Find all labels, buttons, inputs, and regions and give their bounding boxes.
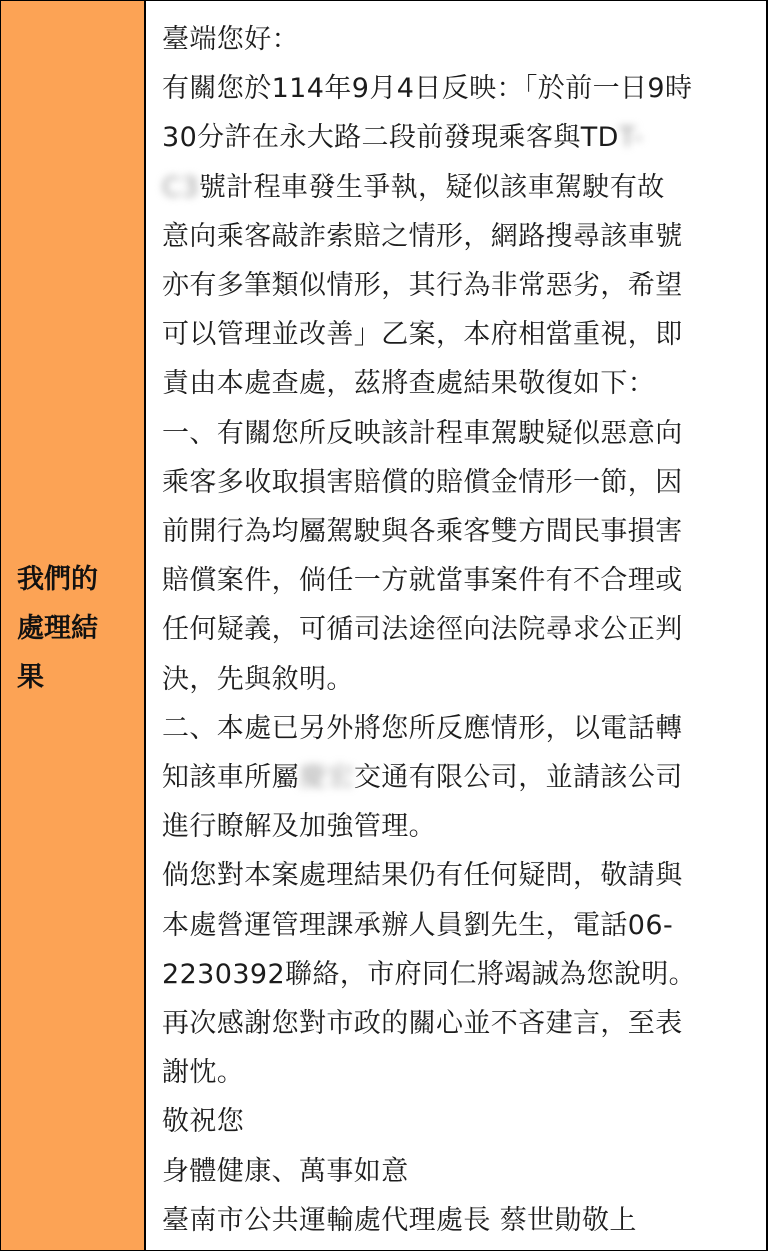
contact-line-3: 2230392聯絡，市府同仁將竭誠為您說明。 (162, 958, 697, 990)
item1-line-5: 任何疑義，可循司法途徑向法院尋求公正判 (162, 614, 683, 646)
response-content-cell (146, 1, 768, 1250)
item1-line-3: 前開行為均屬駕駛與各乘客雙方間民事損害 (162, 516, 683, 548)
intro-line-2-text: 30分許在永大路二段前發現乘客與TD (162, 122, 619, 154)
item2-line-2-text-c: 交通有限公司，並請該公司 (353, 762, 683, 794)
signature: 臺南市公共運輸處代理處長 蔡世勛敬上 (162, 1204, 637, 1236)
redacted-plate-part-3: 3 (181, 171, 199, 203)
item2-line-3: 進行瞭解及加強管理。 (162, 811, 436, 843)
contact-line-1: 倘您對本案處理結果仍有任何疑問，敬請與 (162, 860, 683, 892)
intro-line-3-text: 號計程車發生爭執，疑似該車駕駛有故 (198, 171, 665, 203)
redacted-plate-part-2: C (162, 171, 182, 203)
intro-line-5: 亦有多筆類似情形，其行為非常惡劣，希望 (162, 270, 683, 302)
greeting-line: 臺端您好： (162, 24, 299, 55)
section-label-cell (1, 1, 146, 1250)
item2-line-1: 二、本處已另外將您所反應情形，以電話轉 (162, 712, 683, 744)
intro-line-2 (162, 113, 766, 162)
redacted-plate-part-1: T- (618, 122, 644, 154)
redacted-company-name: 慶宏 (299, 762, 354, 794)
intro-line-1: 有關您於114年9月4日反映：「於前一日9時 (162, 73, 693, 105)
thanks-line-1: 再次感謝您對市政的關心並不吝建言，至表 (162, 1008, 683, 1040)
item1-line-1: 一、有關您所反映該計程車駕駛疑似惡意向 (162, 417, 683, 449)
intro-line-3 (162, 163, 766, 212)
intro-line-7: 責由本處查處，茲將查處結果敬復如下： (162, 368, 656, 400)
closing-wishes: 身體健康、萬事如意 (162, 1155, 409, 1187)
item1-line-2: 乘客多收取損害賠償的賠償金情形一節，因 (162, 466, 683, 498)
section-label: 我們的處理結果 (17, 564, 98, 693)
intro-line-4: 意向乘客敲詐索賠之情形，網路搜尋該車號 (162, 220, 683, 252)
item1-line-4: 賠償案件，倘任一方就當事案件有不合理或 (162, 565, 683, 597)
contact-line-2: 本處營運管理課承辦人員劉先生，電話06- (162, 909, 674, 941)
closing-salutation: 敬祝您 (162, 1106, 245, 1138)
item1-line-6: 決，先與敘明。 (162, 663, 354, 695)
intro-line-6: 可以管理並改善」乙案，本府相當重視，即 (162, 319, 683, 351)
item2-line-2 (162, 753, 766, 802)
thanks-line-2: 謝忱。 (162, 1057, 245, 1089)
item2-line-2-text-a: 知該車所屬 (162, 762, 299, 794)
